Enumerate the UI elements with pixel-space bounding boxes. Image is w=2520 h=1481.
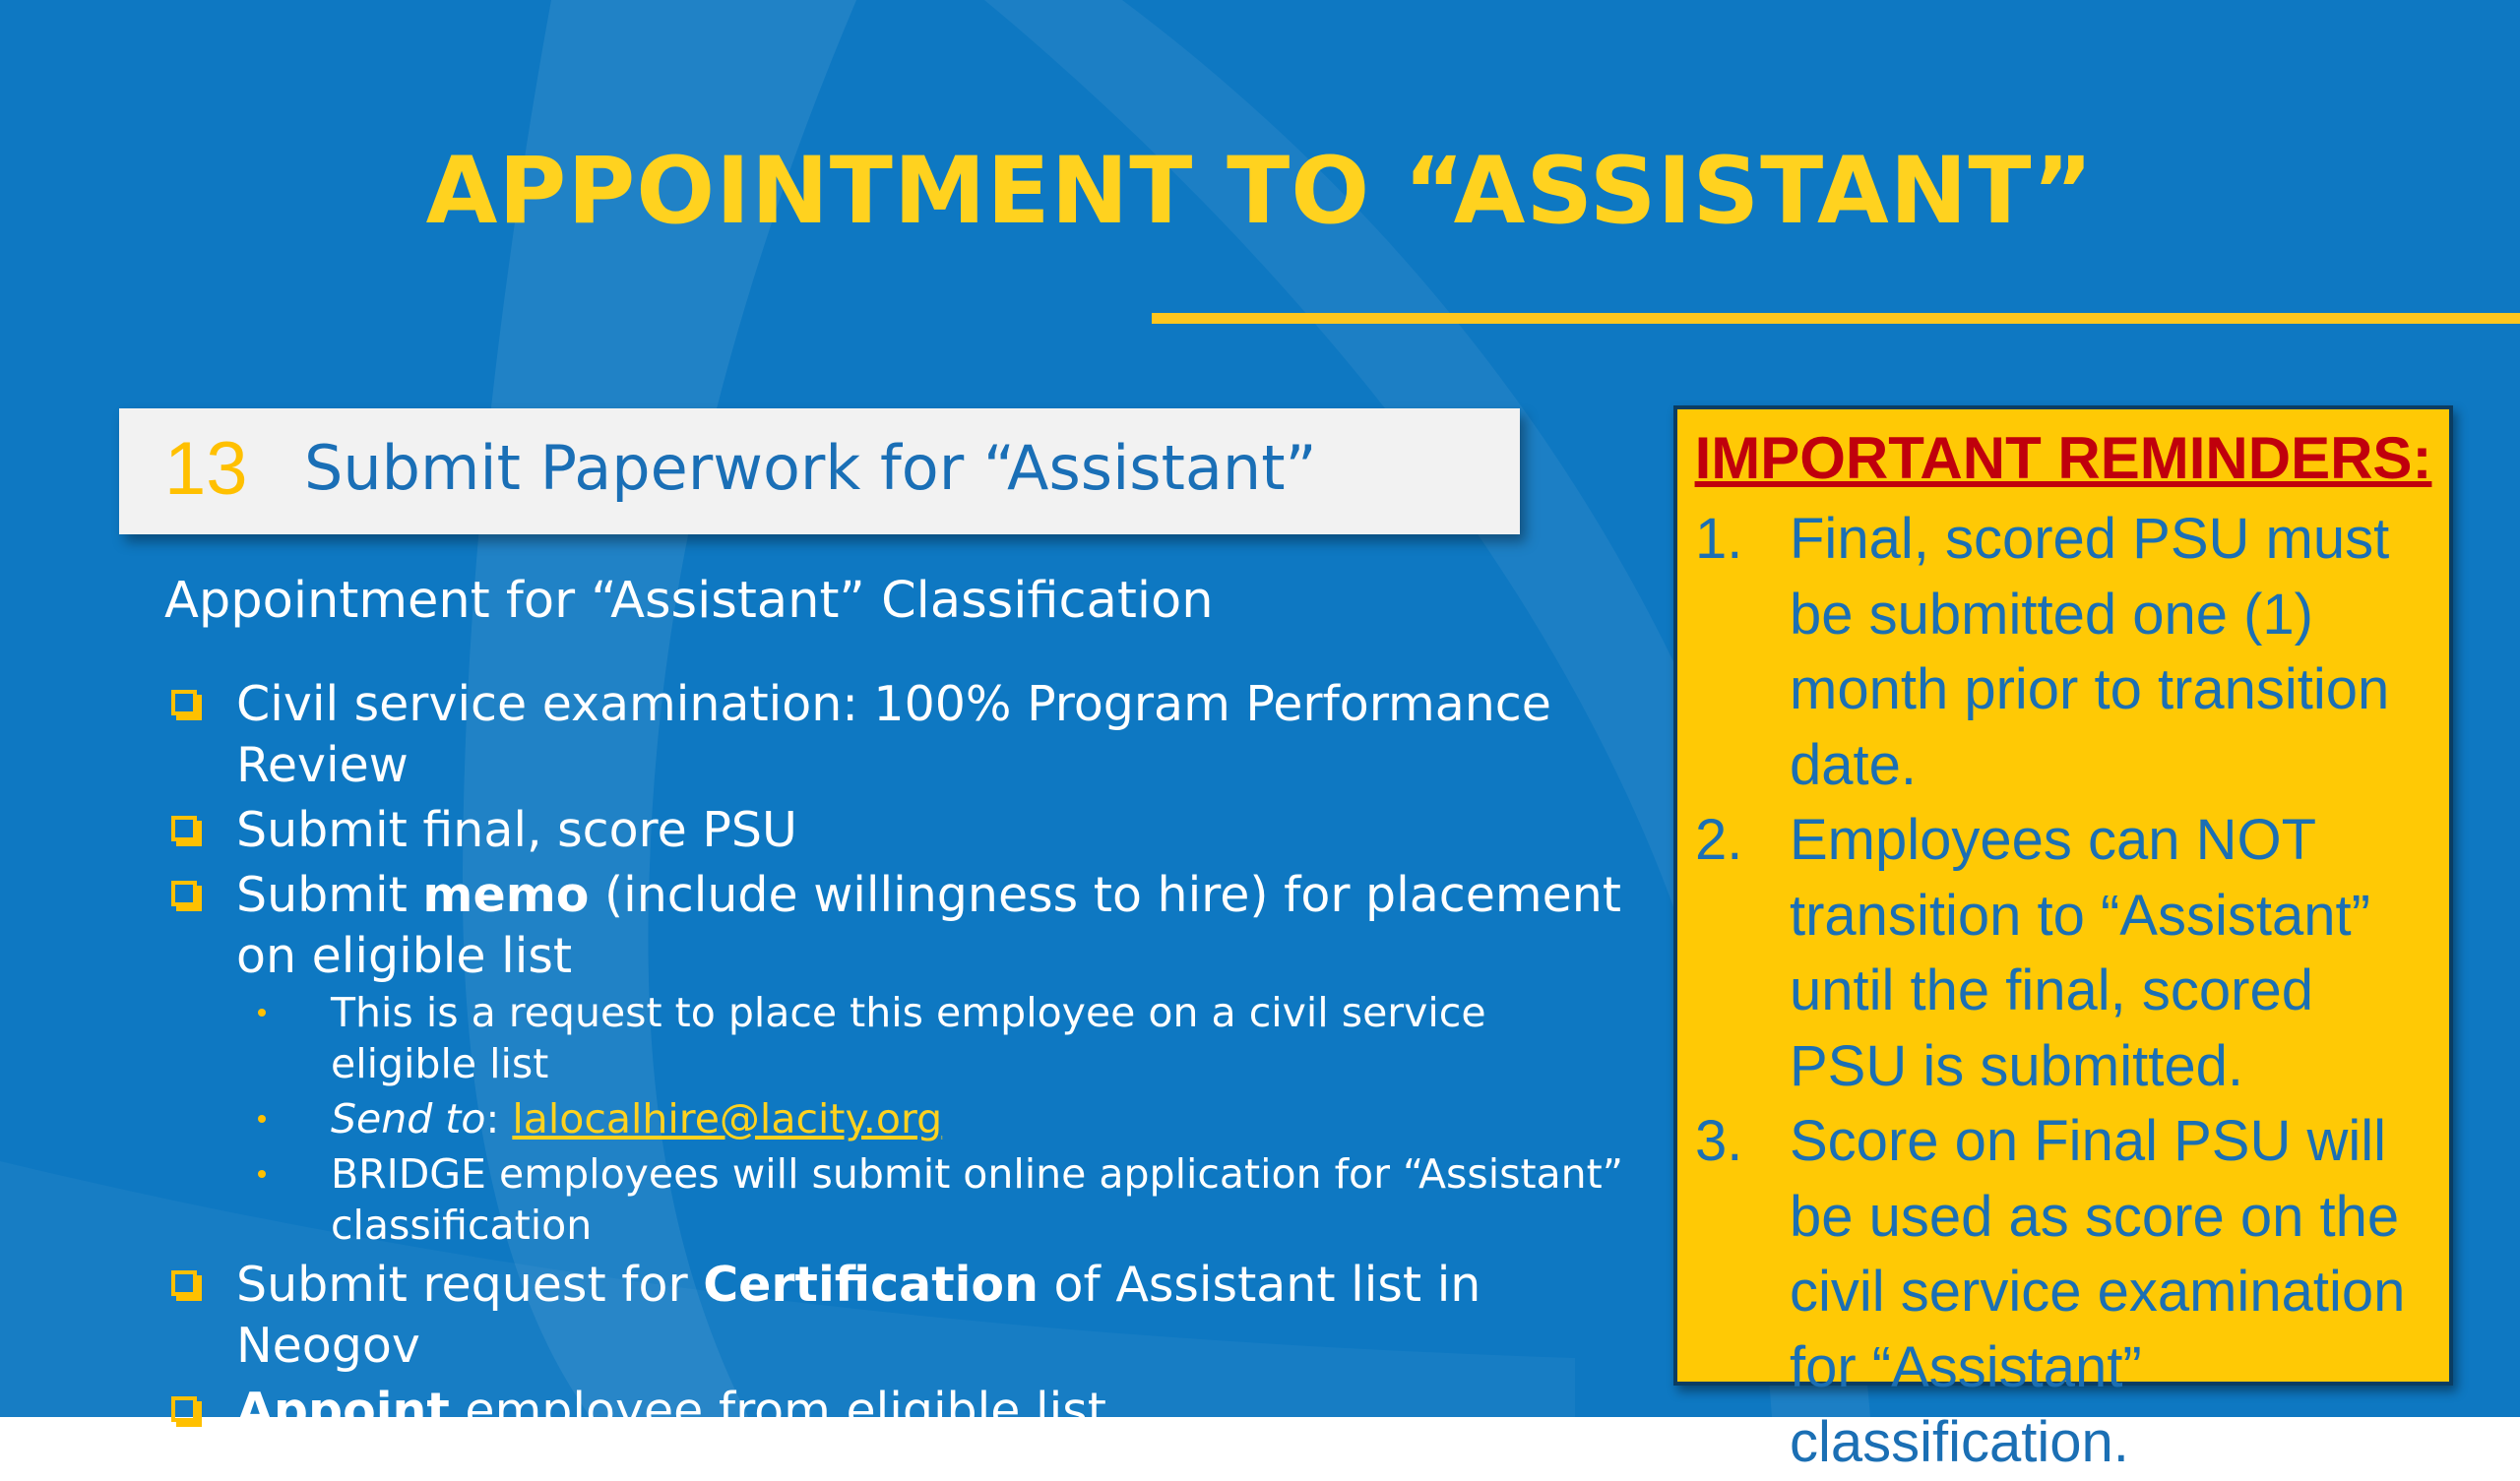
reminder-text: Final, scored PSU must be submitted one (1) month prior to transition date.	[1790, 507, 2390, 797]
reminder-number: 3.	[1695, 1109, 1743, 1173]
checkbox-icon	[171, 1270, 197, 1296]
checklist-item	[167, 674, 1644, 796]
checklist-item-bold: Appoint	[236, 1383, 450, 1439]
reminders-heading: IMPORTANT REMINDERS:	[1694, 425, 2432, 491]
slide-title: APPOINTMENT TO “ASSISTANT”	[425, 138, 2095, 245]
reminder-text: Employees can NOT transition to “Assistant” until the final, scored PSU is submitted.	[1790, 808, 2370, 1098]
reminder-item	[1695, 1104, 2443, 1481]
reminder-item	[1695, 502, 2443, 803]
send-to-separator: :	[485, 1095, 513, 1142]
sub-bullet-list	[236, 987, 1644, 1251]
sub-bullet	[167, 987, 1644, 1089]
step-title: Submit Paperwork for “Assistant”	[304, 432, 1317, 504]
checkbox-icon	[171, 816, 197, 841]
bullet-dot-icon	[258, 1115, 266, 1123]
bullet-dot-icon	[258, 1170, 266, 1178]
checklist-item	[167, 1255, 1644, 1377]
sub-bullet	[167, 1093, 1644, 1144]
title-underline-rule	[1152, 313, 2520, 324]
checklist-item-text-before: Submit request for	[236, 1257, 704, 1313]
reminder-number: 2.	[1695, 808, 1743, 872]
reminders-list	[1695, 502, 2443, 1481]
reminder-text: Score on Final PSU will be used as score on the civil service examination for “Assistant” classification.	[1790, 1109, 2406, 1474]
checklist-item-text-after: of Assistant list in Neogov	[236, 1257, 1481, 1374]
sub-bullet-text: This is a request to place this employee on a civil service eligible list	[331, 989, 1486, 1087]
checklist-item	[167, 1381, 1644, 1442]
send-to-label: Send to	[331, 1095, 486, 1142]
bullet-dot-icon	[258, 1009, 266, 1017]
checkbox-icon	[171, 1396, 197, 1422]
checklist-item-bold: Certification	[703, 1257, 1039, 1313]
email-link[interactable]: lalocalhire@lacity.org	[512, 1095, 943, 1142]
reminder-number: 1.	[1695, 507, 1743, 571]
step-header-box	[119, 408, 1520, 534]
checklist-item-text-after: (include willingness to hire) for placement on eligible list	[236, 867, 1622, 984]
checkbox-icon	[171, 881, 197, 906]
checkbox-icon	[171, 690, 197, 715]
checklist-item	[167, 800, 1644, 861]
sub-bullet	[167, 1148, 1644, 1251]
checklist-item-text: Civil service examination: 100% Program Performance Review	[236, 676, 1551, 793]
step-number: 13	[164, 427, 248, 511]
checklist-item-text: Submit final, score PSU	[236, 802, 797, 858]
sub-bullet-text: BRIDGE employees will submit online application for “Assistant” classification	[331, 1150, 1623, 1249]
reminder-item	[1695, 803, 2443, 1104]
checklist-item-text-before: Submit	[236, 867, 423, 923]
important-reminders-box	[1673, 405, 2453, 1474]
checklist-item-bold: memo	[422, 867, 590, 923]
section-subheading: Appointment for “Assistant” Classification	[164, 572, 1214, 630]
checklist	[167, 674, 1644, 1446]
checklist-item-text-after: employee from eligible list	[449, 1383, 1106, 1439]
checklist-item	[167, 865, 1644, 1251]
